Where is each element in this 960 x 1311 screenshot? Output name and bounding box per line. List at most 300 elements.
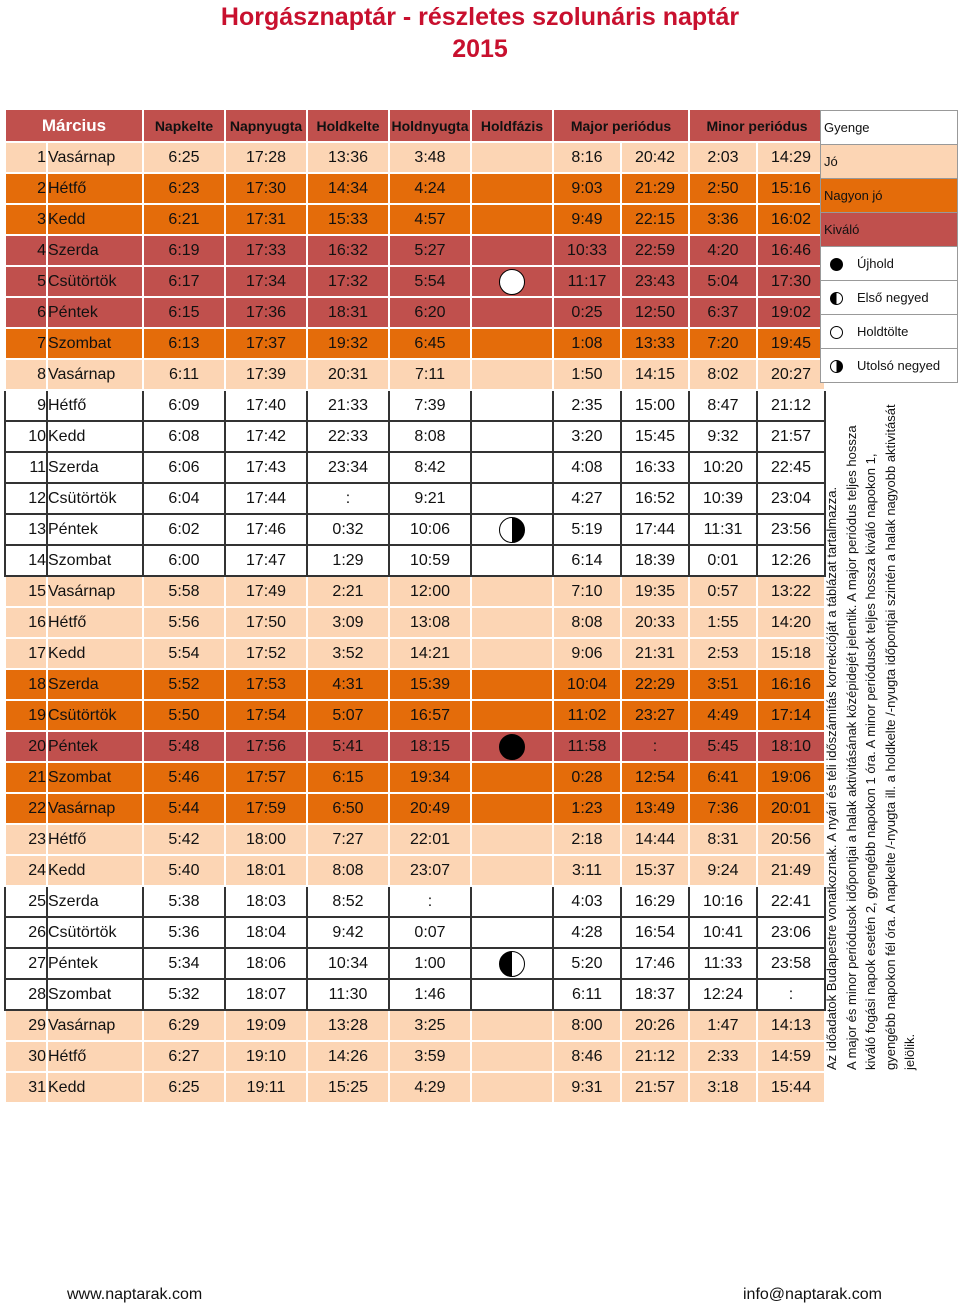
major-period-2: 15:00 [621,390,689,421]
moon-phase-cell [471,390,553,421]
minor-period-2: 13:22 [757,576,825,607]
table-row [5,948,825,979]
sunrise-cell: 5:52 [143,669,225,700]
new-moon-icon [499,734,525,760]
moonset-cell: 12:00 [389,576,471,607]
sunrise-cell: 6:04 [143,483,225,514]
moonrise-cell: 22:33 [307,421,389,452]
table-row [5,886,825,917]
day-number: 24 [5,855,47,886]
major-period-1: 1:08 [553,328,621,359]
moonrise-cell: 20:31 [307,359,389,390]
moonrise-cell: 3:52 [307,638,389,669]
minor-period-1: 10:39 [689,483,757,514]
note-line: jelölik. [902,1033,917,1070]
major-period-2: 21:12 [621,1041,689,1072]
first-quarter-icon [830,292,843,305]
legend-table [820,110,958,383]
minor-period-1: 3:36 [689,204,757,235]
moon-phase-cell [471,979,553,1010]
major-period-2: 22:29 [621,669,689,700]
minor-period-1: 3:51 [689,669,757,700]
major-period-1: 11:58 [553,731,621,762]
moon-phase-cell [471,266,553,297]
table-row [5,452,825,483]
day-number: 27 [5,948,47,979]
sunrise-cell: 6:21 [143,204,225,235]
moonrise-cell: 1:29 [307,545,389,576]
sunset-cell: 17:49 [225,576,307,607]
day-name: Szerda [47,452,143,483]
major-period-2: : [621,731,689,762]
minor-period-2: 16:46 [757,235,825,266]
day-number: 5 [5,266,47,297]
major-period-2: 22:15 [621,204,689,235]
sunset-cell: 17:59 [225,793,307,824]
major-period-2: 16:52 [621,483,689,514]
sunrise-cell: 5:36 [143,917,225,948]
moon-phase-cell [471,669,553,700]
day-name: Szombat [47,328,143,359]
moon-phase-cell [471,483,553,514]
major-period-2: 15:37 [621,855,689,886]
minor-period-1: 11:33 [689,948,757,979]
moonset-cell: 15:39 [389,669,471,700]
minor-period-1: 7:20 [689,328,757,359]
sunrise-cell: 5:44 [143,793,225,824]
day-number: 25 [5,886,47,917]
table-row [5,359,825,390]
header-holdfazis: Holdfázis [471,109,553,142]
major-period-2: 19:35 [621,576,689,607]
moon-phase-cell [471,173,553,204]
day-name: Csütörtök [47,266,143,297]
moon-phase-cell [471,762,553,793]
sunset-cell: 17:57 [225,762,307,793]
day-number: 12 [5,483,47,514]
legend-gyenge: Gyenge [821,111,958,145]
header-minor: Minor periódus [689,109,825,142]
day-number: 21 [5,762,47,793]
major-period-2: 21:57 [621,1072,689,1103]
sunrise-cell: 5:48 [143,731,225,762]
day-number: 8 [5,359,47,390]
last-quarter-icon [499,517,525,543]
table-row [5,483,825,514]
sunrise-cell: 6:06 [143,452,225,483]
note-line: Az időadatok Budapestre vonatkoznak. A nyári és téli időszámítás korrekcióját a táblázat tartalmazza. [824,486,839,1070]
table-row [5,514,825,545]
day-number: 19 [5,700,47,731]
moonset-cell: : [389,886,471,917]
day-name: Csütörtök [47,483,143,514]
moonrise-cell: 17:32 [307,266,389,297]
major-period-1: 6:11 [553,979,621,1010]
table-row [5,638,825,669]
minor-period-1: 3:18 [689,1072,757,1103]
sunrise-cell: 6:23 [143,173,225,204]
moonrise-cell: 0:32 [307,514,389,545]
sunset-cell: 17:53 [225,669,307,700]
sunrise-cell: 6:15 [143,297,225,328]
day-name: Kedd [47,204,143,235]
minor-period-2: 15:44 [757,1072,825,1103]
major-period-1: 9:03 [553,173,621,204]
table-row [5,607,825,638]
sunrise-cell: 5:38 [143,886,225,917]
minor-period-1: 10:20 [689,452,757,483]
minor-period-2: 15:16 [757,173,825,204]
legend-jo: Jó [821,145,958,179]
sunrise-cell: 6:27 [143,1041,225,1072]
moonrise-cell: 15:25 [307,1072,389,1103]
major-period-1: 6:14 [553,545,621,576]
moonset-cell: 7:39 [389,390,471,421]
day-name: Csütörtök [47,700,143,731]
moonrise-cell: 6:50 [307,793,389,824]
day-name: Vasárnap [47,359,143,390]
table-body [5,142,825,1103]
header-holdkelte: Holdkelte [307,109,389,142]
first-quarter-icon [499,951,525,977]
moon-phase-cell [471,204,553,235]
major-period-1: 0:28 [553,762,621,793]
moonrise-cell: 5:07 [307,700,389,731]
legend-holdtolte: Holdtölte [857,323,909,339]
table-header-row [5,109,825,142]
moonset-cell: 4:24 [389,173,471,204]
minor-period-2: 19:06 [757,762,825,793]
sunrise-cell: 5:32 [143,979,225,1010]
day-name: Hétfő [47,1041,143,1072]
major-period-1: 1:50 [553,359,621,390]
sunset-cell: 19:09 [225,1010,307,1041]
legend-ujhold: Újhold [857,255,894,271]
table-row [5,855,825,886]
minor-period-1: 9:32 [689,421,757,452]
minor-period-2: 15:18 [757,638,825,669]
moonset-cell: 5:54 [389,266,471,297]
moonrise-cell: 11:30 [307,979,389,1010]
day-name: Vasárnap [47,793,143,824]
major-period-2: 18:37 [621,979,689,1010]
sunrise-cell: 6:29 [143,1010,225,1041]
minor-period-2: 22:41 [757,886,825,917]
major-period-1: 0:25 [553,297,621,328]
moonset-cell: 1:00 [389,948,471,979]
minor-period-2: 20:01 [757,793,825,824]
table-row [5,266,825,297]
moonrise-cell: 14:26 [307,1041,389,1072]
minor-period-2: 18:10 [757,731,825,762]
minor-period-2: 19:45 [757,328,825,359]
minor-period-1: 7:36 [689,793,757,824]
day-number: 18 [5,669,47,700]
sunset-cell: 18:03 [225,886,307,917]
major-period-1: 11:17 [553,266,621,297]
header-month: Március [5,109,143,142]
sunset-cell: 17:42 [225,421,307,452]
moonrise-cell: 14:34 [307,173,389,204]
day-name: Péntek [47,514,143,545]
page-title: Horgásznaptár - részletes szolunáris naptár [220,3,740,31]
moonset-cell: 6:45 [389,328,471,359]
sunrise-cell: 6:02 [143,514,225,545]
moon-phase-cell [471,142,553,173]
day-number: 16 [5,607,47,638]
day-number: 7 [5,328,47,359]
minor-period-1: 10:41 [689,917,757,948]
day-number: 31 [5,1072,47,1103]
footer-website[interactable]: www.naptarak.com [67,1286,203,1303]
day-number: 1 [5,142,47,173]
major-period-1: 11:02 [553,700,621,731]
major-period-2: 16:29 [621,886,689,917]
sunset-cell: 19:10 [225,1041,307,1072]
major-period-2: 23:27 [621,700,689,731]
full-moon-icon [830,326,843,339]
moonset-cell: 8:08 [389,421,471,452]
major-period-2: 12:54 [621,762,689,793]
sunset-cell: 18:04 [225,917,307,948]
legend-elso-row [821,281,958,315]
minor-period-2: 21:57 [757,421,825,452]
moonset-cell: 7:11 [389,359,471,390]
major-period-1: 9:31 [553,1072,621,1103]
table-row [5,1041,825,1072]
solunar-table [4,108,826,1104]
day-name: Hétfő [47,824,143,855]
table-row [5,545,825,576]
day-name: Szombat [47,762,143,793]
table-row [5,390,825,421]
legend-ujhold-row [821,247,958,281]
major-period-1: 7:10 [553,576,621,607]
minor-period-1: 2:03 [689,142,757,173]
day-name: Vasárnap [47,1010,143,1041]
sunset-cell: 17:44 [225,483,307,514]
day-number: 2 [5,173,47,204]
day-name: Péntek [47,948,143,979]
full-moon-icon [499,269,525,295]
table-row [5,669,825,700]
moonset-cell: 3:59 [389,1041,471,1072]
minor-period-2: 14:20 [757,607,825,638]
day-number: 14 [5,545,47,576]
major-period-2: 20:26 [621,1010,689,1041]
major-period-2: 14:15 [621,359,689,390]
minor-period-1: 9:24 [689,855,757,886]
day-name: Szerda [47,886,143,917]
sunrise-cell: 6:08 [143,421,225,452]
new-moon-icon [830,258,843,271]
major-period-2: 14:44 [621,824,689,855]
sunrise-cell: 6:17 [143,266,225,297]
moon-phase-cell [471,235,553,266]
moonset-cell: 22:01 [389,824,471,855]
sunset-cell: 17:50 [225,607,307,638]
sunset-cell: 17:54 [225,700,307,731]
minor-period-2: 16:02 [757,204,825,235]
major-period-1: 10:33 [553,235,621,266]
minor-period-1: 8:47 [689,390,757,421]
minor-period-1: 1:47 [689,1010,757,1041]
day-name: Hétfő [47,390,143,421]
major-period-1: 10:04 [553,669,621,700]
moonrise-cell: 15:33 [307,204,389,235]
major-period-2: 13:33 [621,328,689,359]
day-name: Szerda [47,235,143,266]
moonrise-cell: : [307,483,389,514]
minor-period-2: 14:29 [757,142,825,173]
moon-phase-cell [471,545,553,576]
sunrise-cell: 5:58 [143,576,225,607]
day-number: 15 [5,576,47,607]
sunset-cell: 17:52 [225,638,307,669]
minor-period-2: 23:58 [757,948,825,979]
day-name: Csütörtök [47,917,143,948]
moonrise-cell: 7:27 [307,824,389,855]
major-period-1: 4:03 [553,886,621,917]
moonset-cell: 6:20 [389,297,471,328]
moonset-cell: 10:06 [389,514,471,545]
moonset-cell: 4:29 [389,1072,471,1103]
moonset-cell: 3:48 [389,142,471,173]
table-row [5,328,825,359]
day-name: Kedd [47,638,143,669]
minor-period-1: 12:24 [689,979,757,1010]
table-row [5,917,825,948]
last-quarter-icon [830,360,843,373]
legend-nagyon-jo: Nagyon jó [821,179,958,213]
moonset-cell: 20:49 [389,793,471,824]
table-row [5,762,825,793]
major-period-2: 20:42 [621,142,689,173]
sunrise-cell: 6:25 [143,1072,225,1103]
table-row [5,235,825,266]
moon-phase-cell [471,700,553,731]
moon-phase-cell [471,886,553,917]
table-row [5,297,825,328]
minor-period-2: 19:02 [757,297,825,328]
table-row [5,700,825,731]
minor-period-2: 16:16 [757,669,825,700]
table-row [5,979,825,1010]
moonrise-cell: 10:34 [307,948,389,979]
major-period-2: 16:33 [621,452,689,483]
moon-phase-cell [471,297,553,328]
moonrise-cell: 2:21 [307,576,389,607]
sunset-cell: 18:00 [225,824,307,855]
day-number: 23 [5,824,47,855]
header-napnyugta: Napnyugta [225,109,307,142]
sunset-cell: 17:40 [225,390,307,421]
moonrise-cell: 23:34 [307,452,389,483]
major-period-1: 2:35 [553,390,621,421]
header-holdnyugta: Holdnyugta [389,109,471,142]
major-period-1: 4:27 [553,483,621,514]
table-row [5,204,825,235]
day-number: 28 [5,979,47,1010]
major-period-1: 5:20 [553,948,621,979]
moon-phase-cell [471,1041,553,1072]
major-period-1: 1:23 [553,793,621,824]
minor-period-2: 22:45 [757,452,825,483]
page-year: 2015 [452,35,508,63]
day-number: 3 [5,204,47,235]
sunset-cell: 17:43 [225,452,307,483]
moon-phase-cell [471,1072,553,1103]
major-period-2: 18:39 [621,545,689,576]
moon-phase-cell [471,948,553,979]
minor-period-2: 20:27 [757,359,825,390]
minor-period-1: 8:02 [689,359,757,390]
legend-utolso: Utolsó negyed [857,357,941,373]
sunset-cell: 17:28 [225,142,307,173]
header-napkelte: Napkelte [143,109,225,142]
sunrise-cell: 6:25 [143,142,225,173]
moonrise-cell: 13:28 [307,1010,389,1041]
minor-period-1: 0:01 [689,545,757,576]
major-period-1: 2:18 [553,824,621,855]
note-line: gyengébb napokon fél óra. A napkelte /-nyugta ill. a holdkelte /-nyugta időpontjai szintén a halak nagyobb aktivitását [882,404,898,1070]
table-row [5,731,825,762]
moonrise-cell: 16:32 [307,235,389,266]
minor-period-2: 21:49 [757,855,825,886]
major-period-1: 8:08 [553,607,621,638]
minor-period-1: 6:41 [689,762,757,793]
footer-email[interactable]: info@naptarak.com [743,1286,882,1303]
day-number: 6 [5,297,47,328]
major-period-2: 13:49 [621,793,689,824]
minor-period-2: 14:13 [757,1010,825,1041]
day-number: 13 [5,514,47,545]
sunrise-cell: 6:09 [143,390,225,421]
major-period-1: 3:11 [553,855,621,886]
moonrise-cell: 8:08 [307,855,389,886]
moonrise-cell: 18:31 [307,297,389,328]
minor-period-2: 23:06 [757,917,825,948]
minor-period-2: : [757,979,825,1010]
major-period-2: 15:45 [621,421,689,452]
minor-period-2: 17:14 [757,700,825,731]
sunrise-cell: 5:34 [143,948,225,979]
major-period-1: 9:49 [553,204,621,235]
minor-period-2: 21:12 [757,390,825,421]
day-name: Szombat [47,545,143,576]
moon-phase-cell [471,824,553,855]
major-period-2: 23:43 [621,266,689,297]
major-period-2: 20:33 [621,607,689,638]
sunset-cell: 17:34 [225,266,307,297]
moon-phase-cell [471,607,553,638]
day-number: 20 [5,731,47,762]
note-line: A major és minor periódusok időpontjai a halak aktivitásának középidejét jelentik. A major periódus teljes hossza [843,425,859,1070]
table-row [5,576,825,607]
moon-phase-cell [471,793,553,824]
major-period-1: 9:06 [553,638,621,669]
table-row [5,421,825,452]
moonset-cell: 10:59 [389,545,471,576]
major-period-1: 3:20 [553,421,621,452]
minor-period-1: 5:04 [689,266,757,297]
minor-period-1: 2:33 [689,1041,757,1072]
minor-period-2: 23:56 [757,514,825,545]
major-period-2: 21:31 [621,638,689,669]
day-number: 4 [5,235,47,266]
moonset-cell: 1:46 [389,979,471,1010]
sunset-cell: 17:36 [225,297,307,328]
